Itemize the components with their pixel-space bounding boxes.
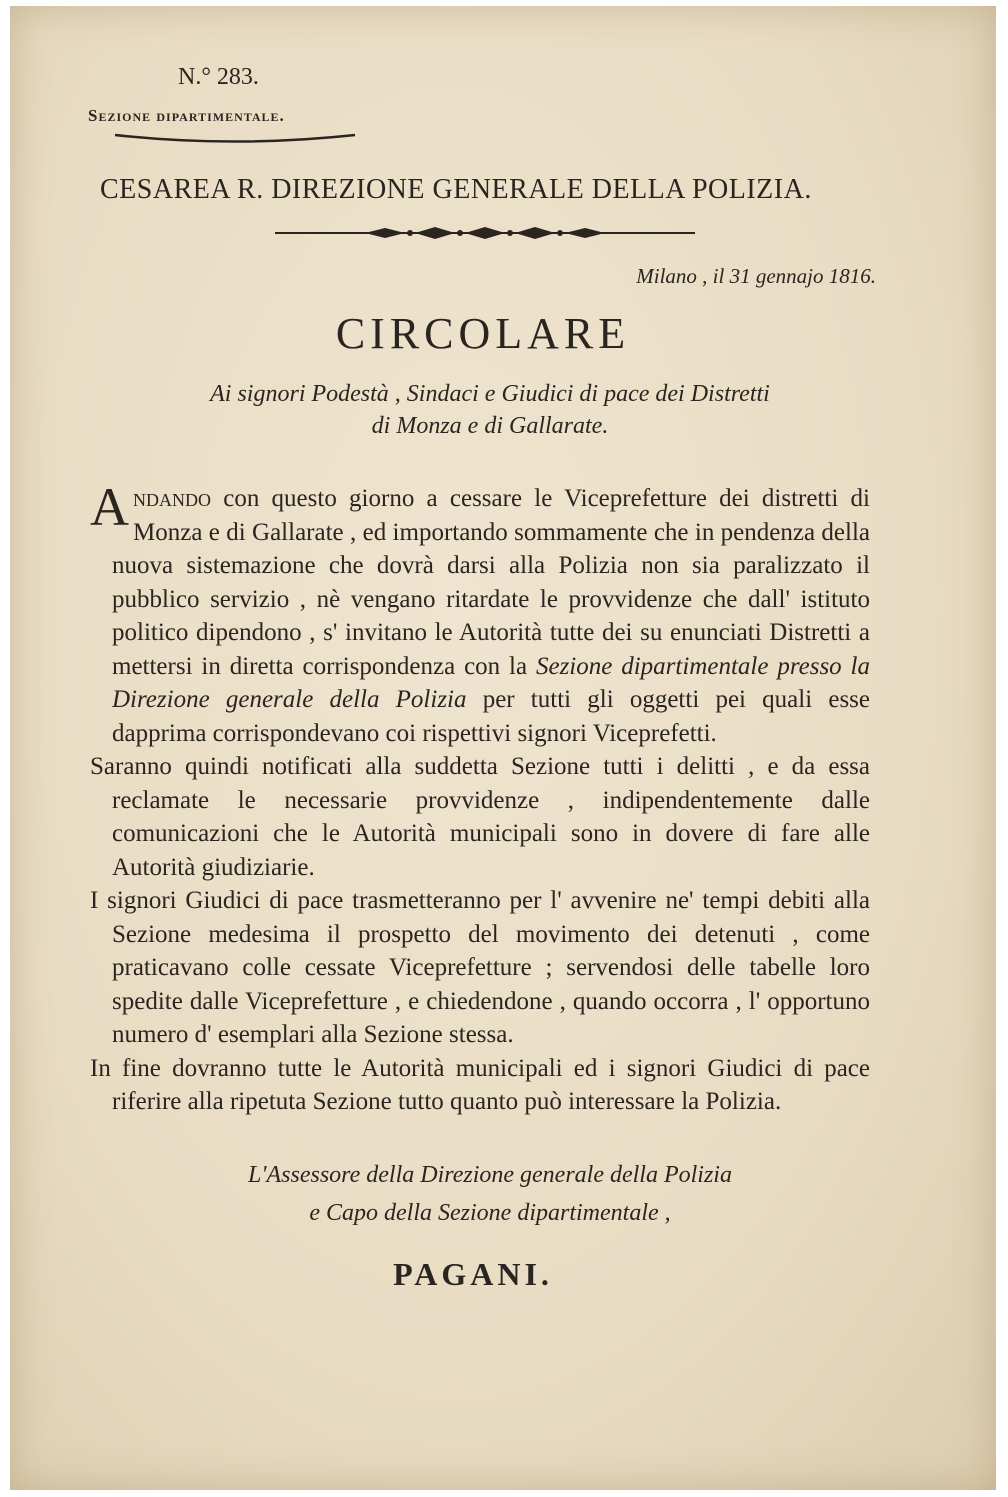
paragraph-1-text-b: per tutti gli oggetti pei quali esse dapprima corrispondevano coi rispettivi signori Viceprefetti.	[112, 686, 870, 747]
paragraph-1-italic: Sezione dipartimentale presso la Direzione generale della Polizia	[112, 652, 871, 713]
document-date: Milano , il 31 gennajo 1816.	[636, 264, 876, 288]
paragraph-2: Saranno quindi notificati alla suddetta Sezione tutti i delitti , e da essa reclamate le necessarie provvidenze , indipendentemente dalle comunicazioni che le Autorità municipali sono in dovere di fare alle Autorità giudiziarie.	[90, 753, 870, 881]
paragraph-1	[90, 477, 871, 750]
signature-line-1: L'Assessore della Direzione generale della Polizia	[248, 1162, 732, 1188]
paragraph-4: In fine dovranno tutte le Autorità municipali ed i signori Giudici di pace riferire alla ripetuta Sezione tutto quanto può interessare la Polizia.	[90, 1054, 870, 1115]
flourish-divider	[110, 132, 360, 146]
addressees-line-1: Ai signori Podestà , Sindaci e Giudici di pace dei Distretti	[210, 381, 770, 407]
signatory-name: PAGANI.	[393, 1256, 553, 1292]
document-title: CIRCOLARE	[335, 309, 631, 358]
authority-heading: CESAREA R. DIREZIONE GENERALE DELLA POLIZIA.	[100, 174, 812, 205]
document-body	[90, 477, 871, 1119]
drop-cap: A	[90, 477, 129, 537]
paragraph-3: I signori Giudici di pace trasmetteranno per l' avvenire ne' tempi debiti alla Sezione medesima il prospetto del movimento dei detenuti , come praticavano colle cessate Viceprefetture ; servendosi delle tabelle loro spedite dalle Viceprefetture , e chiedendone , quando occorra , l' opportuno numero d' esemplari alla Sezione stessa.	[90, 887, 870, 1048]
paragraph-1-opening: ndando	[133, 485, 211, 512]
addressees-line-2: di Monza e di Gallarate.	[371, 413, 609, 440]
signature-block	[130, 1156, 850, 1233]
paragraph-1-text-a: con questo giorno a cessare le Viceprefetture dei distretti di Monza e di Gallarate , ed importando sommamente che in pendenza della nuova sistemazione che dovrà darsi alla Polizia non sia paralizzato il pubblico servizio , nè vengano ritardate le provvidenze che dall' istituto politico dipendono , s' invitano le Autorità tutte dei su enunciati Distretti a mettersi in diretta corrispondenza con la	[112, 485, 870, 680]
ornamental-rule	[275, 224, 695, 242]
document-number: N.° 283.	[178, 64, 259, 90]
section-label: Sezione dipartimentale.	[88, 106, 285, 125]
document-page	[10, 6, 996, 1490]
signature-line-2: e Capo della Sezione dipartimentale ,	[309, 1200, 671, 1227]
addressees	[130, 378, 850, 443]
